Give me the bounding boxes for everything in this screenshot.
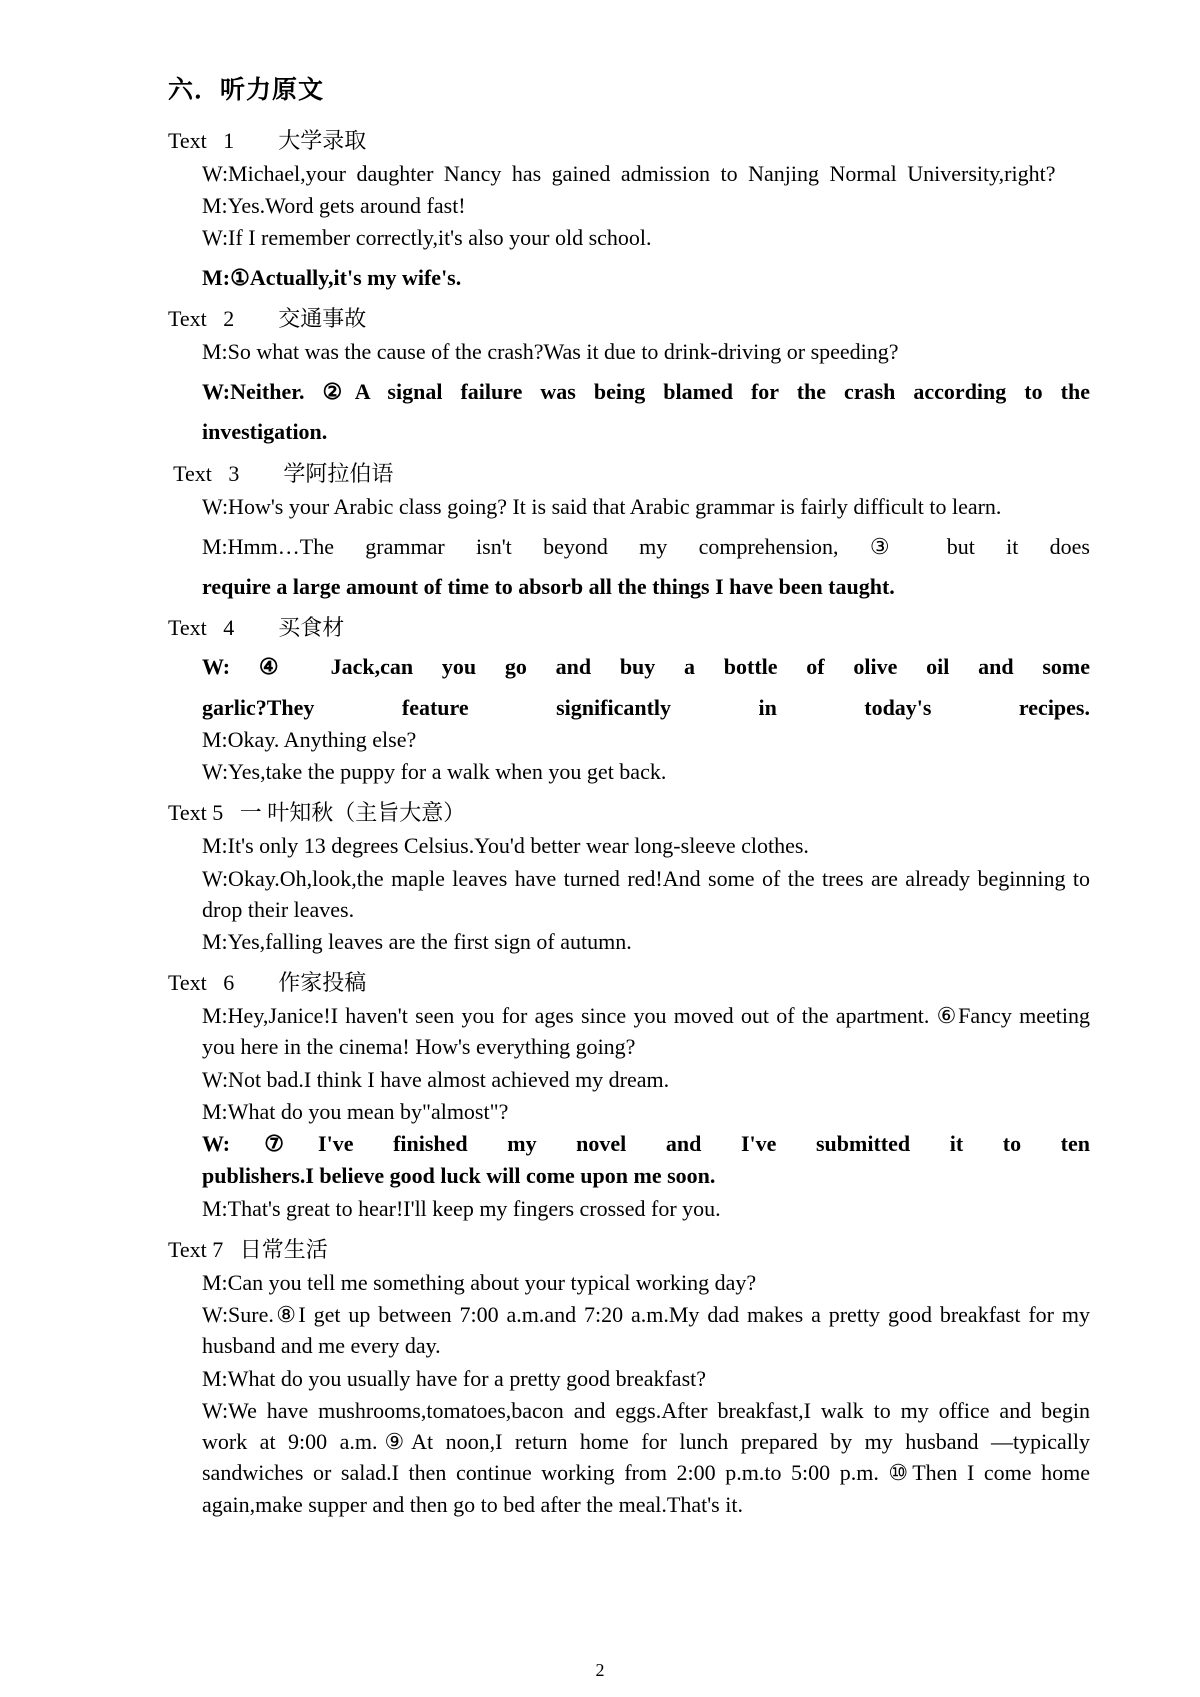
transcript-line-key: W:⑦I've finished my novel and I've submitted it to ten bbox=[202, 1131, 1090, 1157]
transcript-line: M:Hmm…The grammar isn't beyond my comprehension, ③ but it does bbox=[202, 533, 1090, 559]
transcript-line: M:What do you usually have for a pretty good breakfast? bbox=[202, 1365, 707, 1391]
transcript-line: M:Okay. Anything else? bbox=[202, 726, 417, 752]
transcript-line: M:Can you tell me something about your typical working day? bbox=[202, 1269, 757, 1295]
transcript-block-3 bbox=[168, 457, 1090, 603]
transcript-line: W:If I remember correctly,it's also your old school. bbox=[202, 225, 652, 251]
text-heading-7: Text 7 日常生活 bbox=[168, 1236, 328, 1262]
transcript-line: M:Hey,Janice!I haven't seen you for ages since you moved out of the apartment. ⑥Fancy meeting you here in the cinema! How's everything going? bbox=[202, 1003, 1090, 1060]
transcript-line: M:That's great to hear!I'll keep my fingers crossed for you. bbox=[202, 1195, 721, 1221]
transcript-line-key: W:Neither. ②A signal failure was being blamed for the crash according to the bbox=[202, 379, 1090, 405]
transcript-block-1 bbox=[168, 124, 1090, 293]
text-heading-5: Text 5 一 叶知秋（主旨大意） bbox=[168, 800, 466, 826]
transcript-line: M:It's only 13 degrees Celsius.You'd better wear long-sleeve clothes. bbox=[202, 833, 809, 859]
transcript-line: W:How's your Arabic class going? It is said that Arabic grammar is fairly difficult to learn. bbox=[202, 493, 1002, 519]
transcript-block-4 bbox=[168, 611, 1090, 787]
transcript-line-key: publishers.I believe good luck will come upon me soon. bbox=[202, 1163, 716, 1189]
text-heading-1: Text 1 大学录取 bbox=[168, 128, 367, 153]
transcript-line: M:What do you mean by"almost"? bbox=[202, 1098, 509, 1124]
transcript-line: M:Yes,falling leaves are the first sign of autumn. bbox=[202, 928, 632, 954]
transcript-line: W:We have mushrooms,tomatoes,bacon and eggs.After breakfast,I walk to my office and begin work at 9:00 a.m.⑨At noon,I return home for lunch prepared by my husband —typically sandwiches or salad.I then continue working from 2:00 p.m.to 5:00 p.m. ⑩Then I come home again,make supper and then go to bed after the meal.That's it. bbox=[202, 1397, 1090, 1517]
transcript-block-2 bbox=[168, 302, 1090, 448]
text-heading-6: Text 6 作家投稿 bbox=[168, 970, 367, 996]
transcript-line-key: garlic?They feature significantly in today's recipes. bbox=[202, 694, 1090, 720]
transcript-line-key: M:①Actually,it's my wife's. bbox=[202, 264, 462, 290]
transcript-line: W:Michael,your daughter Nancy has gained admission to Nanjing Normal University,right? bbox=[202, 161, 1056, 186]
transcript-line: W:Sure.⑧I get up between 7:00 a.m.and 7:20 a.m.My dad makes a pretty good breakfast for my husband and me every day. bbox=[202, 1302, 1090, 1359]
transcript-line-key: require a large amount of time to absorb all the things I have been taught. bbox=[202, 574, 895, 600]
transcript-block-5 bbox=[168, 796, 1090, 957]
transcript-block-6 bbox=[168, 966, 1090, 1224]
transcript-line: M:Yes.Word gets around fast! bbox=[202, 193, 466, 219]
transcript-line: M:So what was the cause of the crash?Was it due to drink-driving or speeding? bbox=[202, 338, 899, 364]
text-heading-2: Text 2 交通事故 bbox=[168, 305, 367, 331]
transcript-line-key: investigation. bbox=[202, 419, 328, 445]
transcript-line: W:Not bad.I think I have almost achieved my dream. bbox=[202, 1066, 670, 1092]
page-title: 六．听力原文 bbox=[168, 77, 325, 104]
transcript-block-7 bbox=[168, 1233, 1090, 1520]
text-heading-3: Text 3 学阿拉伯语 bbox=[168, 460, 394, 486]
transcript-line: W:Okay.Oh,look,the maple leaves have turned red!And some of the trees are already beginning to drop their leaves. bbox=[202, 865, 1090, 922]
text-heading-4: Text 4 买食材 bbox=[168, 615, 345, 641]
page-number: 2 bbox=[595, 1660, 605, 1680]
transcript-line: W:Yes,take the puppy for a walk when you get back. bbox=[202, 759, 667, 785]
transcript-line-key: W: ④ Jack,can you go and buy a bottle of olive oil and some bbox=[202, 654, 1090, 680]
